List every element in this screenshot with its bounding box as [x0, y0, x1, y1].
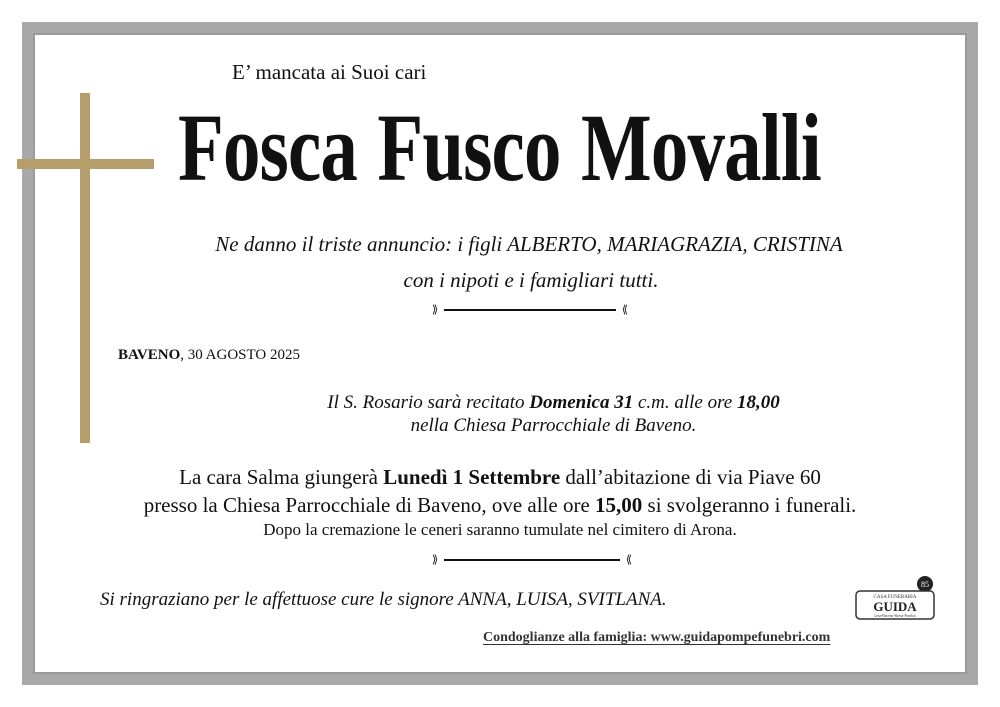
funeral-line1: La cara Salma giungerà Lunedì 1 Settembre dall’abitazione di via Piave 60: [179, 465, 821, 489]
ornament-divider-1: ⟫ ⟪: [432, 304, 628, 316]
rosary-line2: nella Chiesa Parrocchiale di Baveno.: [410, 415, 697, 436]
place-date: [118, 347, 300, 364]
funeral-line2: presso la Chiesa Parrocchiale di Baveno, ove alle ore 15,00 si svolgeranno i funerali.: [143, 493, 857, 517]
thanks-text: Si ringraziano per le affettuose cure le signore ANNA, LUISA, SVITLANA.: [100, 589, 667, 610]
logo-top-text: CASA FUNERARIA: [873, 595, 917, 600]
rosary-day: Domenica 31: [529, 392, 634, 413]
funeral-day: Lunedì 1 Settembre: [383, 465, 561, 489]
name-middle: Fusco: [377, 94, 561, 201]
announcement-line2: con i nipoti e i famigliari tutti.: [403, 268, 659, 292]
intro-text: E’ mancata ai Suoi cari: [232, 60, 427, 84]
name-first: Fosca: [178, 94, 358, 201]
place: BAVENO: [118, 347, 181, 363]
date: , 30 AGOSTO 2025: [180, 347, 300, 363]
deceased-name: [178, 94, 821, 201]
logo-brand: GUIDA: [873, 599, 917, 614]
funeral-time: 15,00: [595, 493, 643, 517]
name-last: Movalli: [580, 94, 821, 201]
logo-badge: 85: [921, 580, 929, 589]
ornament-divider-2: ⟫ ⟪: [432, 554, 632, 566]
cross-icon-horizontal: [17, 159, 154, 169]
funeral-line3: Dopo la cremazione le ceneri saranno tumulate nel cimitero di Arona.: [263, 520, 737, 539]
rosary-time: 18,00: [736, 392, 780, 413]
logo-sub-text: Lesa-Baveno-Stresa-Pombio: [874, 614, 916, 618]
rosary-line1: Il S. Rosario sarà recitato Domenica 31 c.m. alle ore 18,00: [327, 392, 780, 413]
condolences-link[interactable]: Condoglianze alla famiglia: www.guidapompefunebri.com: [483, 630, 831, 645]
announcement-line1: Ne danno il triste annuncio: i figli ALBERTO, MARIAGRAZIA, CRISTINA: [215, 232, 843, 256]
funeral-home-logo: [853, 575, 937, 625]
